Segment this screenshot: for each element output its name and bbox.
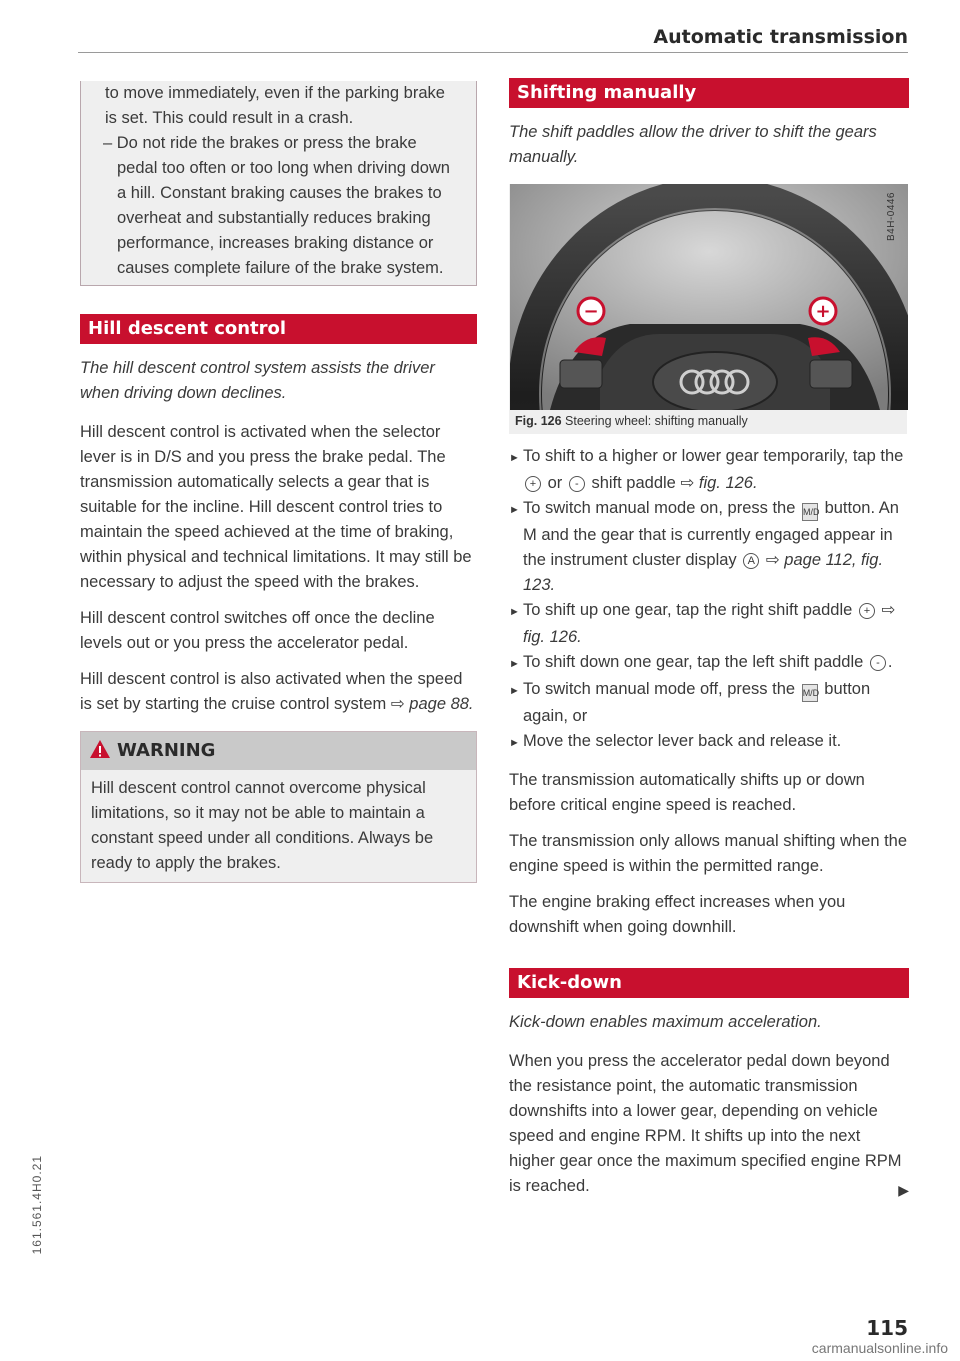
fig-126-link[interactable]: ⇨ fig. 126. [523,601,896,646]
callout-a-icon: A [743,553,759,569]
kick-down-text: When you press the accelerator pedal down beyond the resistance point, the automatic transmission downshifts into a lower gear, depending on vehicle speed and engine RPM. It shifts up into the next higher gear once the maximum specified engine RPM is reached. [509,1052,902,1195]
svg-text:+: + [815,301,831,322]
figure-code: B4H-0446 [886,192,897,242]
page-112-link[interactable]: ⇨ page 112, fig. 123. [523,551,884,594]
minus-paddle-icon: - [870,655,886,671]
list-item [509,444,909,496]
continue-arrow-icon: ▶ [898,1182,909,1198]
hill-descent-p3 [80,667,477,717]
kick-down-p1 [509,1049,909,1199]
shift-p2: The transmission only allows manual shifting when the engine speed is within the permitted range. [509,832,908,875]
steering-wheel-image [510,184,908,410]
page-header-title: Automatic transmission [653,26,908,48]
warning-header [81,732,476,770]
side-document-code: 161.561.4H0.21 [30,1155,44,1255]
b2-text-b: button. An M and the gear that is currently engaged appear in the instrument cluster display [523,499,899,569]
kick-down-heading: Kick-down [509,968,909,998]
warning-label: WARNING [117,740,216,761]
list-item [509,729,909,756]
list-item [509,598,909,650]
bullet-triangle-icon: ► [509,685,520,697]
bullet-triangle-icon: ► [509,452,520,464]
watermark: carmanualsonline.info [811,1340,948,1356]
list-item: ► To shift down one gear, tap the left shift paddle - . [509,650,909,677]
warning-triangle-icon [89,739,111,759]
list-item [509,677,909,729]
figure-caption-label: Fig. 126 [515,414,562,428]
b3-text: To shift up one gear, tap the right shift paddle [523,601,853,619]
box-dash-text: Do not ride the brakes or press the brake pedal too often or too long when driving down a hill. Constant braking causes the brakes to overheat and substantially reduces braking performance, increases braking distance or causes complete failure of the brake system. [116,134,450,277]
right-column [509,78,909,1210]
kick-down-intro: Kick-down enables maximum acceleration. [509,1013,822,1031]
left-column [80,81,477,883]
warning-body: Hill descent control cannot overcome physical limitations, so it may not be able to maintain a constant speed under all conditions. Always be ready to apply the brakes. [81,770,476,882]
page-88-link[interactable]: ⇨ page 88. [390,695,474,713]
manual-mode-button-icon: M/D [802,503,818,521]
bullet-triangle-icon: ► [509,658,520,670]
b5-text-b: button again, or [523,680,871,725]
list-item [509,496,909,598]
shifting-manually-heading: Shifting manually [509,78,909,108]
header-rule [78,52,908,53]
b1-text-a: To shift to a higher or lower gear temporarily, tap the [523,447,904,465]
hill-descent-p1: Hill descent control is activated when the selector lever is in D/S and you press the brake pedal. The transmission automatically selects a gear that is suitable for the incline. Hill descent control tries to maintain the speed achieved at the time of braking, within physical and technical limitations. It may still be necessary to adjust the speed with the brakes. [80,423,472,591]
shift-p1: The transmission automatically shifts up or down before critical engine speed is reached. [509,771,865,814]
bullet-triangle-icon: ► [509,504,520,516]
minus-paddle-icon: - [569,476,585,492]
b5-text-a: To switch manual mode off, press the [523,680,796,698]
fig-126-link[interactable]: ⇨ fig. 126. [680,474,758,492]
hill-descent-heading: Hill descent control [80,314,477,344]
steering-wheel-icon [510,184,908,410]
figure-126 [509,184,907,434]
box-dash-item: – Do not ride the brakes or press the brake pedal too often or too long when driving down a hill. Constant braking causes the brakes to overheat and substantially reduces braking performance, increases braking distance or causes complete failure of the brake system. [103,134,450,277]
shift-p3: The engine braking effect increases when you downshift when going downhill. [509,893,846,936]
b1-or: or [547,474,563,492]
svg-text:−: − [583,301,599,322]
bullet-triangle-icon: ► [509,737,520,749]
box-top-text: to move immediately, even if the parking brake is set. This could result in a crash. [105,84,445,127]
hill-descent-p2: Hill descent control switches off once the decline levels out or you press the accelerator pedal. [80,609,435,652]
hill-descent-intro: The hill descent control system assists the driver when driving down declines. [80,359,435,402]
page-number: 115 [866,1316,908,1340]
plus-paddle-icon: + [525,476,541,492]
b1-text-b: shift paddle [591,474,676,492]
figure-caption [515,412,748,430]
hill-p3-text: Hill descent control is also activated when the speed is set by starting the cruise control system [80,670,463,713]
b6-text: Move the selector lever back and release it. [523,732,842,750]
b4-text: To shift down one gear, tap the left shift paddle [523,653,864,671]
warning-box [80,731,477,883]
plus-paddle-icon: + [859,603,875,619]
warning-continuation-box [80,81,477,286]
figure-caption-text: Steering wheel: shifting manually [565,414,748,428]
shift-instructions-list [509,444,909,756]
bullet-triangle-icon: ► [509,606,520,618]
b2-text-a: To switch manual mode on, press the [523,499,796,517]
manual-mode-button-icon: M/D [802,684,818,702]
shifting-manually-intro: The shift paddles allow the driver to shift the gears manually. [509,123,877,166]
